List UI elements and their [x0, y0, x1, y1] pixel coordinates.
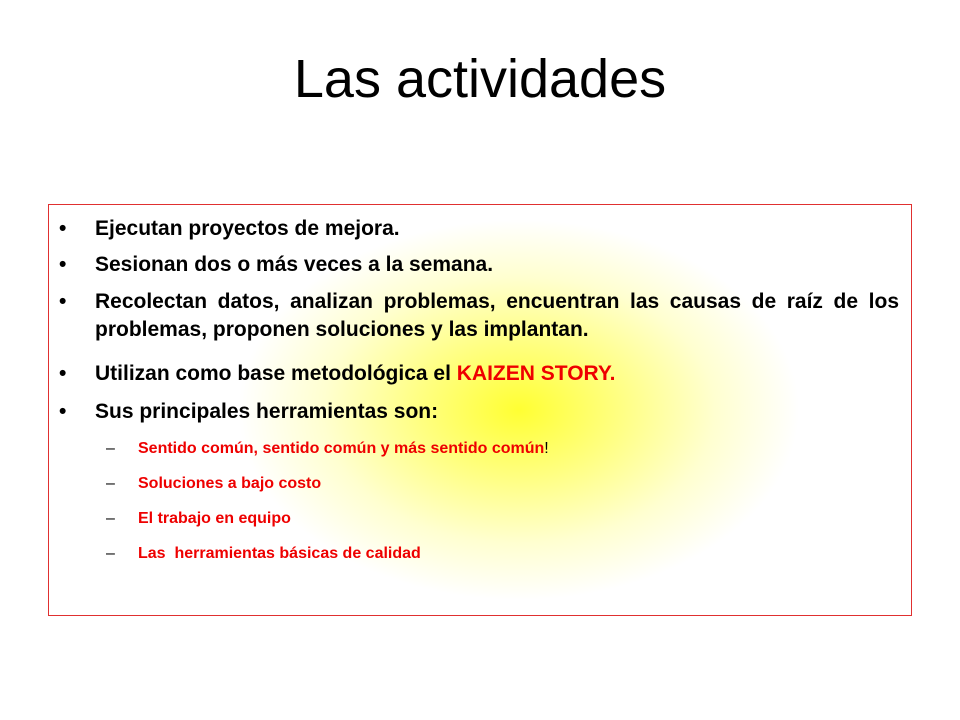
kaizen-story-highlight: KAIZEN STORY.: [456, 362, 616, 385]
dash-icon: –: [106, 510, 115, 527]
sub-item-text: El trabajo en equipo: [138, 510, 291, 527]
item-text-plain: Utilizan como base metodológica el: [95, 362, 457, 385]
bullet-icon: •: [59, 400, 67, 423]
item-text: Recolectan datos, analizan problemas, encuentran las causas de raíz de los problemas, proponen soluciones y las implantan.: [95, 290, 899, 341]
sub-item-plain: Sentido común, sentido común y más sentido común: [138, 440, 545, 457]
dash-icon: –: [106, 475, 115, 492]
item-text: Sesionan dos o más veces a la semana.: [95, 253, 494, 276]
content-box: [48, 204, 912, 616]
dash-icon: –: [106, 545, 115, 562]
item-text: Sus principales herramientas son:: [95, 400, 439, 423]
sub-item-text: [138, 438, 549, 460]
bullet-icon: •: [59, 253, 67, 276]
slide-title: Las actividades: [293, 49, 667, 109]
sub-item-text: Las herramientas básicas de calidad: [138, 545, 421, 562]
bullet-icon: •: [59, 362, 67, 385]
dash-icon: –: [106, 440, 115, 457]
bullet-icon: •: [59, 217, 67, 240]
sub-item-text: Soluciones a bajo costo: [138, 475, 322, 492]
bullet-icon: •: [59, 290, 67, 313]
item-text: Ejecutan proyectos de mejora.: [95, 217, 400, 240]
sub-item-suffix: !: [544, 440, 549, 457]
item-text: [95, 360, 899, 388]
